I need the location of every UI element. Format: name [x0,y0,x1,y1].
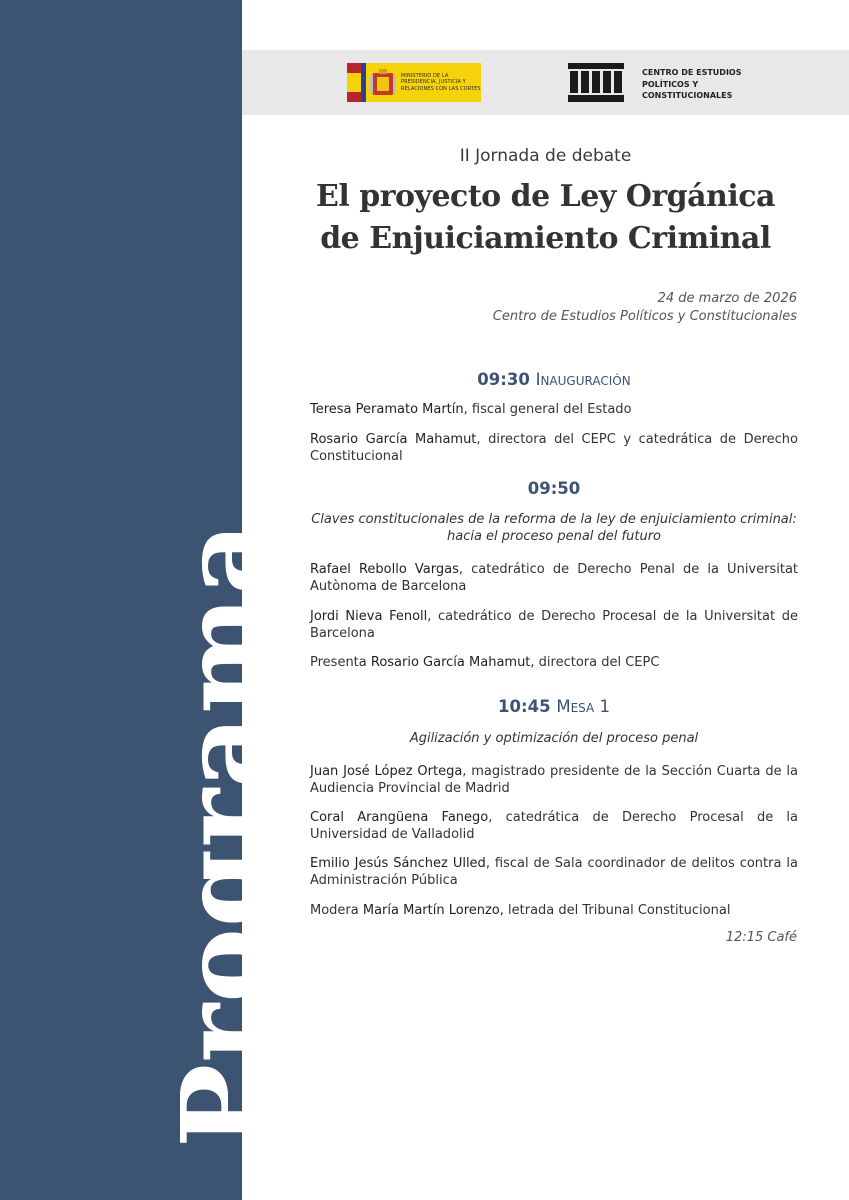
eu-strip-icon [361,63,366,102]
event-title: El proyecto de Ley Orgánica de Enjuiciamiento Criminal [316,179,775,256]
event-meta [493,290,797,326]
event-subtitle: II Jornada de debate [459,146,632,166]
speaker-line: Emilio Jesús Sánchez Ulled, fiscal de Sala coordinador de delitos contra la Administración Pública [310,856,798,888]
session-inauguration-heading: 09:30 Inauguración [477,370,631,389]
speaker-line: Rosario García Mahamut, directora del CEPC y catedrática de Derecho Constitucional [310,432,798,464]
sidebar-panel [0,0,289,1200]
moderator-line: Modera María Martín Lorenzo, letrada del Tribunal Constitucional [310,903,731,918]
session-0950-heading: 09:50 [527,479,581,498]
session-topic: Claves constitucionales de la reforma de la ley de enjuiciamiento criminal: hacia el proceso penal del futuro [311,512,797,544]
speaker-line: Rafael Rebollo Vargas, catedrático de Derecho Penal de la Universitat Autònoma de Barcelona [310,562,799,594]
event-venue: Centro de Estudios Políticos y Constitucionales [492,309,797,324]
coat-of-arms-icon [369,67,397,99]
coffee-break: 12:15 Café [725,930,797,945]
speaker-line: Teresa Peramato Martín, fiscal general del Estado [310,402,632,417]
logo-band [242,50,849,115]
sidebar-title: Programa [158,521,289,1148]
session-mesa1-heading: 10:45 Mesa 1 [498,697,610,716]
ministry-name: MINISTERIO DE LA PRESIDENCIA, JUSTICIA Y RELACIONES CON LAS CORTES [401,73,481,92]
flag-icon [347,63,361,102]
cepc-name: CENTRO DE ESTUDIOS POLÍTICOS Y CONSTITUCIONALES [642,68,742,101]
cepc-building-icon [568,63,624,103]
speaker-line: Juan José López Ortega, magistrado presidente de la Sección Cuarta de la Audiencia Provincial de Madrid [310,764,799,796]
speaker-line: Coral Arangüena Fanego, catedrática de Derecho Procesal de la Universidad de Valladolid [310,810,798,842]
session-topic: Agilización y optimización del proceso penal [409,731,699,746]
speaker-line: Jordi Nieva Fenoll, catedrático de Derecho Procesal de la Universitat de Barcelona [310,609,798,641]
presenter-line: Presenta Rosario García Mahamut, directora del CEPC [310,655,660,670]
event-date: 24 de marzo de 2026 [657,291,797,306]
ministry-logo [347,63,481,102]
